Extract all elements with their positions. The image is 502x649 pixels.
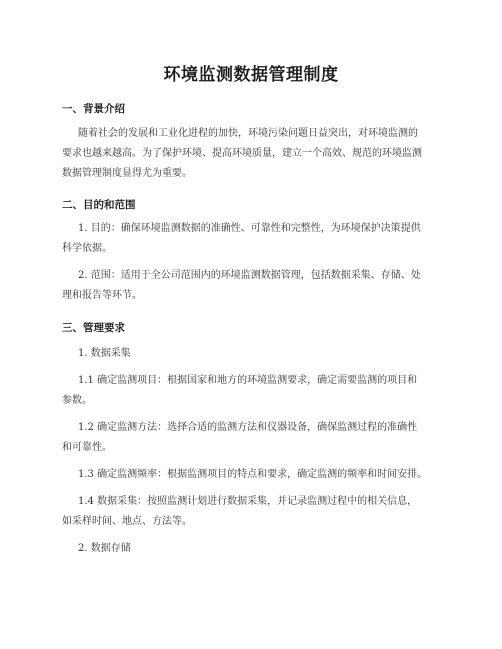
text-line: 1. 目的：确保环境监测数据的准确性、可靠性和完整性，为环境保护决策提供 bbox=[78, 223, 421, 234]
text-line: 1.2 确定监测方法：选择合适的监测方法和仪器设备，确保监测过程的准确性 bbox=[78, 422, 418, 433]
text-line: 和可靠性。 bbox=[62, 442, 112, 453]
paragraph-item-1-1 bbox=[62, 371, 447, 411]
document-title: 环境监测数据管理制度 bbox=[163, 65, 339, 85]
text-line: 2. 数据存储 bbox=[78, 543, 131, 554]
text-line: 2. 范围：适用于全公司范围内的环境监测数据管理，包括数据采集、存储、处 bbox=[78, 270, 421, 281]
section-heading-requirements: 三、管理要求 bbox=[62, 322, 125, 334]
text-line: 1.3 确定监测频率：根据监测项目的特点和要求，确定监测的频率和时间安排。 bbox=[78, 469, 428, 480]
text-line: 1.4 数据采集：按照监测计划进行数据采集，并记录监测过程中的相关信息， bbox=[78, 496, 418, 507]
text-line: 1. 数据采集 bbox=[78, 348, 131, 359]
paragraph-scope bbox=[62, 266, 447, 306]
text-line: 随着社会的发展和工业化进程的加快，环境污染问题日益突出，对环境监测的 bbox=[78, 128, 418, 139]
text-line: 要求也越来越高。为了保护环境、提高环境质量，建立一个高效、规范的环境监测 bbox=[62, 148, 422, 159]
section-heading-background: 一、背景介绍 bbox=[62, 103, 125, 115]
text-line: 1.1 确定监测项目：根据国家和地方的环境监测要求，确定需要监测的项目和 bbox=[78, 375, 418, 386]
paragraph-background bbox=[62, 124, 447, 184]
text-line: 参数。 bbox=[62, 395, 92, 406]
paragraph-item-1-3 bbox=[62, 465, 447, 485]
text-line: 理和报告等环节。 bbox=[62, 290, 142, 301]
paragraph-item-1-2 bbox=[62, 418, 447, 458]
text-line: 如采样时间、地点、方法等。 bbox=[62, 516, 192, 527]
paragraph-item-1-4 bbox=[62, 492, 447, 532]
paragraph-data-storage bbox=[62, 539, 447, 559]
text-line: 数据管理制度显得尤为重要。 bbox=[62, 168, 192, 179]
text-line: 科学依据。 bbox=[62, 243, 112, 254]
paragraph-purpose bbox=[62, 219, 447, 259]
paragraph-data-collection bbox=[62, 344, 447, 364]
section-heading-purpose-scope: 二、目的和范围 bbox=[62, 199, 136, 211]
